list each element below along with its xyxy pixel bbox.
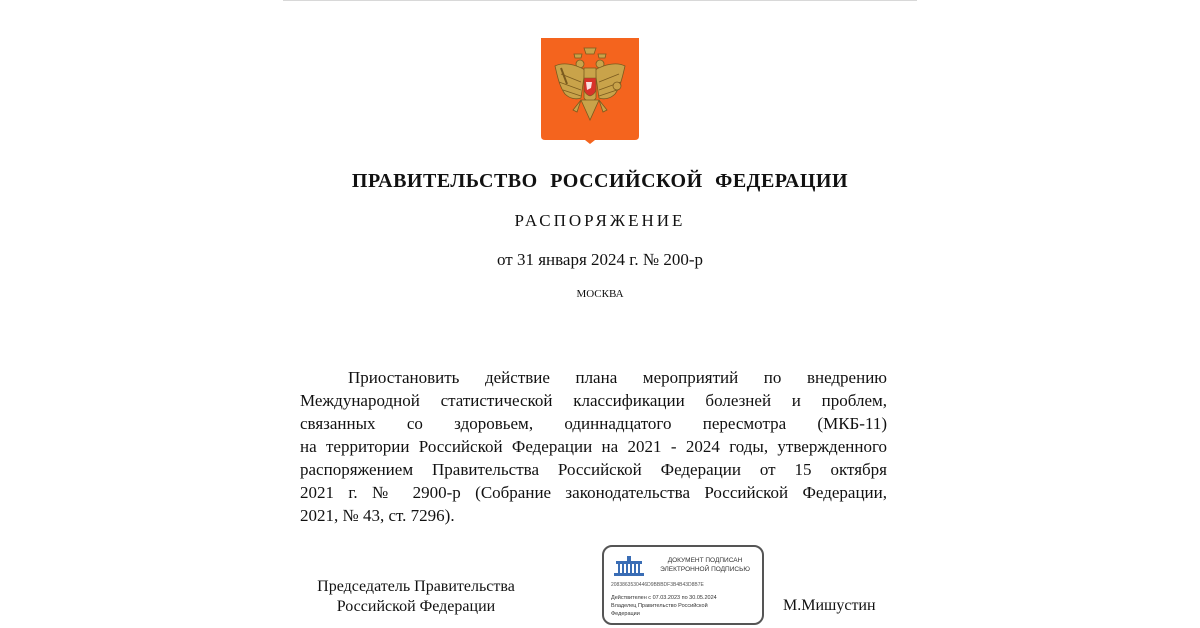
certificate-validity: Действителен с 07.03.2023 по 30.05.2024 (611, 595, 717, 601)
electronic-signature-stamp (602, 545, 764, 625)
signatory-role-line2: Российской Федерации (336, 598, 496, 615)
document-type: РАСПОРЯЖЕНИЕ (514, 211, 686, 230)
russian-coat-of-arms-icon (541, 38, 639, 144)
certificate-owner (611, 602, 761, 618)
stamp-heading-line2: ЭЛЕКТРОННОЙ ПОДПИСЬЮ (660, 566, 750, 573)
body-line: на территории Российской Федерации на 2021 - 2024 годы, утвержденного (300, 437, 887, 456)
organization-title: ПРАВИТЕЛЬСТВО РОССИЙСКОЙ ФЕДЕРАЦИИ (351, 170, 849, 192)
order-body-text (300, 366, 887, 527)
body-line: 2021 г. № 2900-р (Собрание законодательства Российской Федерации, (300, 483, 887, 502)
stamp-heading (650, 556, 760, 574)
certificate-owner-line1: Владелец Правительство Российской (611, 603, 708, 609)
body-line: связанных со здоровьем, одиннадцатого пересмотра (МКБ-11) (300, 414, 887, 433)
signatory-role-line1: Председатель Правительства (317, 578, 515, 595)
document-city: МОСКВА (576, 288, 624, 300)
document-date-number: от 31 января 2024 г. № 200-р (497, 250, 703, 269)
government-building-icon (612, 555, 646, 577)
certificate-owner-line2: Федерации (611, 611, 640, 617)
top-divider (283, 0, 917, 1)
signatory-role (302, 577, 530, 617)
signatory-name: М.Мишустин (783, 597, 876, 614)
stamp-heading-line1: ДОКУМЕНТ ПОДПИСАН (667, 557, 743, 564)
certificate-serial: 2083863530446D9BBBDF3B4B43D8B7E (611, 582, 704, 588)
body-line: 2021, № 43, ст. 7296). (300, 506, 455, 525)
body-line: Приостановить действие плана мероприятий по внедрению (348, 368, 887, 387)
body-line: распоряжением Правительства Российской Федерации от 15 октября (300, 460, 887, 479)
body-line: Международной статистической классификации болезней и проблем, (300, 391, 887, 410)
